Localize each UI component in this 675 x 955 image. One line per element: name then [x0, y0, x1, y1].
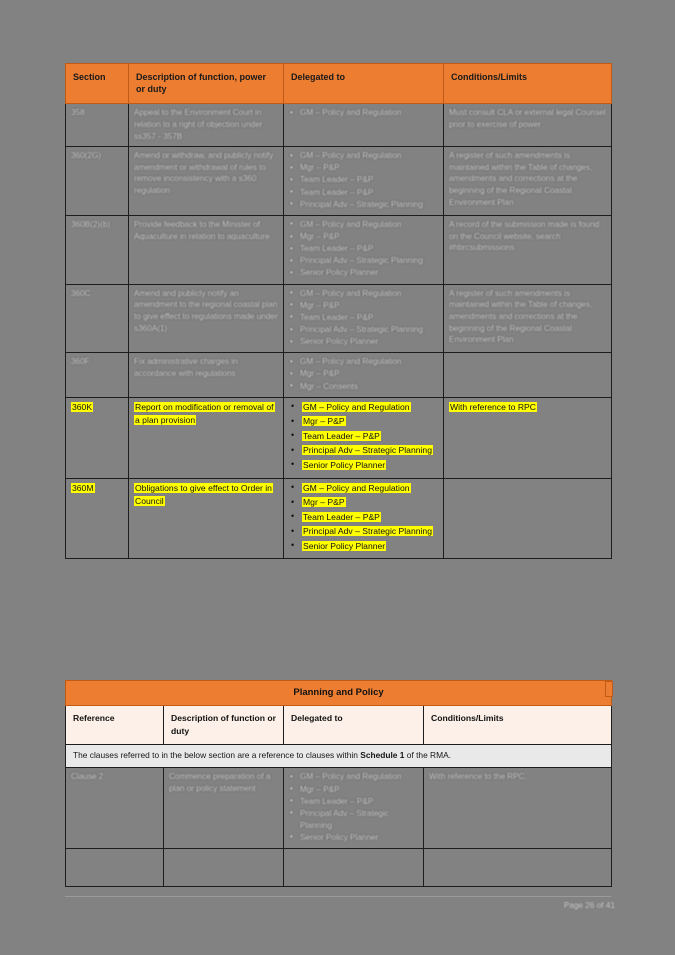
table-row	[66, 397, 612, 478]
cell-conditions: Must consult CLA or external legal Counsel prior to exercise of power	[444, 104, 612, 147]
cell-delegated-to	[284, 353, 444, 397]
delegated-list	[289, 288, 439, 348]
list-item: • GM – Policy and Regulation	[289, 356, 439, 368]
cell-delegated-to	[284, 215, 444, 284]
cell-conditions	[444, 397, 612, 478]
list-item	[289, 459, 439, 472]
cell-delegated-to	[284, 848, 424, 886]
list-item: • Team Leader – P&P	[289, 243, 439, 255]
list-item	[289, 430, 439, 443]
cell-delegated-to	[284, 397, 444, 478]
highlighted-text: Team Leader – P&P	[303, 511, 380, 522]
cell-conditions	[444, 353, 612, 397]
cell-section: 360B(2)(b)	[66, 215, 129, 284]
section-banner-title: Planning and Policy	[66, 681, 612, 706]
highlighted-text: Mgr – P&P	[303, 497, 345, 508]
column-header-conditions: Conditions/Limits	[424, 706, 612, 744]
cell-description: Fix administrative charges in accordance with regulations	[129, 353, 284, 397]
table-planning-body	[66, 744, 612, 886]
footer-page-number: Page 26 of 41	[563, 901, 615, 910]
cell-description	[129, 397, 284, 478]
list-item: • Team Leader – P&P	[289, 312, 439, 324]
schedule-note-row	[66, 744, 612, 768]
table-row	[66, 353, 612, 397]
footer-divider	[65, 896, 611, 897]
highlighted-text: 360M	[72, 482, 94, 493]
cell-delegated-to	[284, 104, 444, 147]
list-item	[289, 511, 439, 524]
note-suffix: of the RMA.	[404, 749, 451, 760]
delegations-table-rma	[65, 63, 612, 559]
table-row	[66, 147, 612, 216]
list-item	[289, 415, 439, 428]
list-item: • GM – Policy and Regulation	[289, 107, 439, 119]
cell-description	[129, 478, 284, 559]
column-header-conditions: Conditions/Limits	[444, 64, 612, 104]
table-row-spacer	[66, 848, 612, 886]
list-item: • GM – Policy and Regulation	[289, 219, 439, 231]
table-planning-banner-row	[66, 681, 612, 706]
highlighted-text: Report on modification or removal of a plan provision	[135, 401, 274, 425]
list-item: • Team Leader – P&P	[289, 187, 439, 199]
highlighted-text: Principal Adv – Strategic Planning	[303, 445, 432, 456]
cell-conditions: With reference to the RPC.	[424, 768, 612, 848]
highlighted-text: Principal Adv – Strategic Planning	[303, 526, 432, 537]
list-item: • Senior Policy Planner	[289, 832, 419, 844]
cell-section	[66, 397, 129, 478]
schedule-note	[66, 744, 612, 768]
cell-conditions: A register of such amendments is maintained within the Table of changes, amendments and corrections at the beginning of the Regional Coastal Environment Plan	[444, 284, 612, 353]
delegated-list	[289, 356, 439, 392]
column-header-delegated-to: Delegated to	[284, 64, 444, 104]
highlighted-text: Mgr – P&P	[303, 416, 345, 427]
list-item: • Principal Adv – Strategic Planning	[289, 255, 439, 267]
list-item	[289, 482, 439, 495]
delegated-list	[289, 107, 439, 119]
cell-section: 360F	[66, 353, 129, 397]
list-item: • Principal Adv – Strategic Planning	[289, 808, 419, 831]
table-row	[66, 284, 612, 353]
list-item: • GM – Policy and Regulation	[289, 288, 439, 300]
table-planning-header-row	[66, 706, 612, 744]
cell-description: Amend or withdraw, and publicly notify amendment or withdrawal of rules to remove inconsistency with a s360 regulation	[129, 147, 284, 216]
list-item	[289, 525, 439, 538]
list-item: • Team Leader – P&P	[289, 796, 419, 808]
table-rma-body	[66, 104, 612, 559]
column-header-section: Section	[66, 64, 129, 104]
list-item: • GM – Policy and Regulation	[289, 150, 439, 162]
cell-section: 360(2G)	[66, 147, 129, 216]
banner-overflow-tab	[605, 681, 613, 697]
cell-reference: Clause 2	[66, 768, 164, 848]
list-item	[289, 401, 439, 414]
delegated-list	[289, 150, 439, 210]
highlighted-text: GM – Policy and Regulation	[303, 482, 410, 493]
highlighted-text: GM – Policy and Regulation	[303, 401, 410, 412]
cell-section: 360C	[66, 284, 129, 353]
delegations-table-planning-policy	[65, 680, 612, 887]
highlighted-text: Senior Policy Planner	[303, 459, 386, 470]
cell-description: Commence preparation of a plan or policy statement	[164, 768, 284, 848]
cell-conditions	[444, 478, 612, 559]
cell-delegated-to	[284, 147, 444, 216]
cell-description	[164, 848, 284, 886]
table-rma-header-row	[66, 64, 612, 104]
list-item	[289, 540, 439, 553]
list-item: • Mgr – P&P	[289, 162, 439, 174]
list-item: • Mgr – P&P	[289, 300, 439, 312]
column-header-description: Description of function or duty	[164, 706, 284, 744]
cell-delegated-to	[284, 478, 444, 559]
list-item: • Principal Adv – Strategic Planning	[289, 199, 439, 211]
cell-section: 358	[66, 104, 129, 147]
cell-conditions	[424, 848, 612, 886]
column-header-description: Description of function, power or duty	[129, 64, 284, 104]
cell-reference	[66, 848, 164, 886]
note-prefix: The clauses referred to in the below section are a reference to clauses within	[73, 749, 361, 760]
table-row	[66, 478, 612, 559]
list-item: • Principal Adv – Strategic Planning	[289, 324, 439, 336]
list-item: • Team Leader – P&P	[289, 174, 439, 186]
delegated-list	[289, 771, 419, 843]
table-row	[66, 215, 612, 284]
list-item: • Senior Policy Planner	[289, 336, 439, 348]
list-item: • Mgr – P&P	[289, 784, 419, 796]
list-item: • Mgr – P&P	[289, 231, 439, 243]
cell-section	[66, 478, 129, 559]
cell-delegated-to	[284, 284, 444, 353]
list-item: • Mgr – Consents	[289, 381, 439, 393]
list-item	[289, 444, 439, 457]
delegated-list	[289, 482, 439, 553]
column-header-delegated-to: Delegated to	[284, 706, 424, 744]
list-item: • GM – Policy and Regulation	[289, 771, 419, 783]
cell-delegated-to	[284, 768, 424, 848]
table-row	[66, 768, 612, 848]
delegated-list	[289, 401, 439, 472]
list-item: • Mgr – P&P	[289, 368, 439, 380]
list-item: • Senior Policy Planner	[289, 267, 439, 279]
column-header-reference: Reference	[66, 706, 164, 744]
table-row	[66, 104, 612, 147]
cell-description: Provide feedback to the Minister of Aquaculture in relation to aquaculture	[129, 215, 284, 284]
cell-conditions: A record of the submission made is found on the Council website, search #hbrcsubmissions	[444, 215, 612, 284]
cell-description: Appeal to the Environment Court in relation to a right of objection under ss357 - 357B	[129, 104, 284, 147]
list-item	[289, 496, 439, 509]
highlighted-text: With reference to RPC	[450, 401, 536, 412]
note-bold: Schedule 1	[360, 749, 405, 760]
highlighted-text: Obligations to give effect to Order in Council	[135, 482, 272, 506]
cell-conditions: A register of such amendments is maintained within the Table of changes, amendments and corrections at the beginning of the Regional Coastal Environment Plan	[444, 147, 612, 216]
highlighted-text: 360K	[72, 401, 93, 412]
highlighted-text: Senior Policy Planner	[303, 540, 386, 551]
delegated-list	[289, 219, 439, 279]
cell-description: Amend and publicly notify an amendment to the regional coastal plan to give effect to regulations made under s360A(1)	[129, 284, 284, 353]
highlighted-text: Team Leader – P&P	[303, 430, 380, 441]
